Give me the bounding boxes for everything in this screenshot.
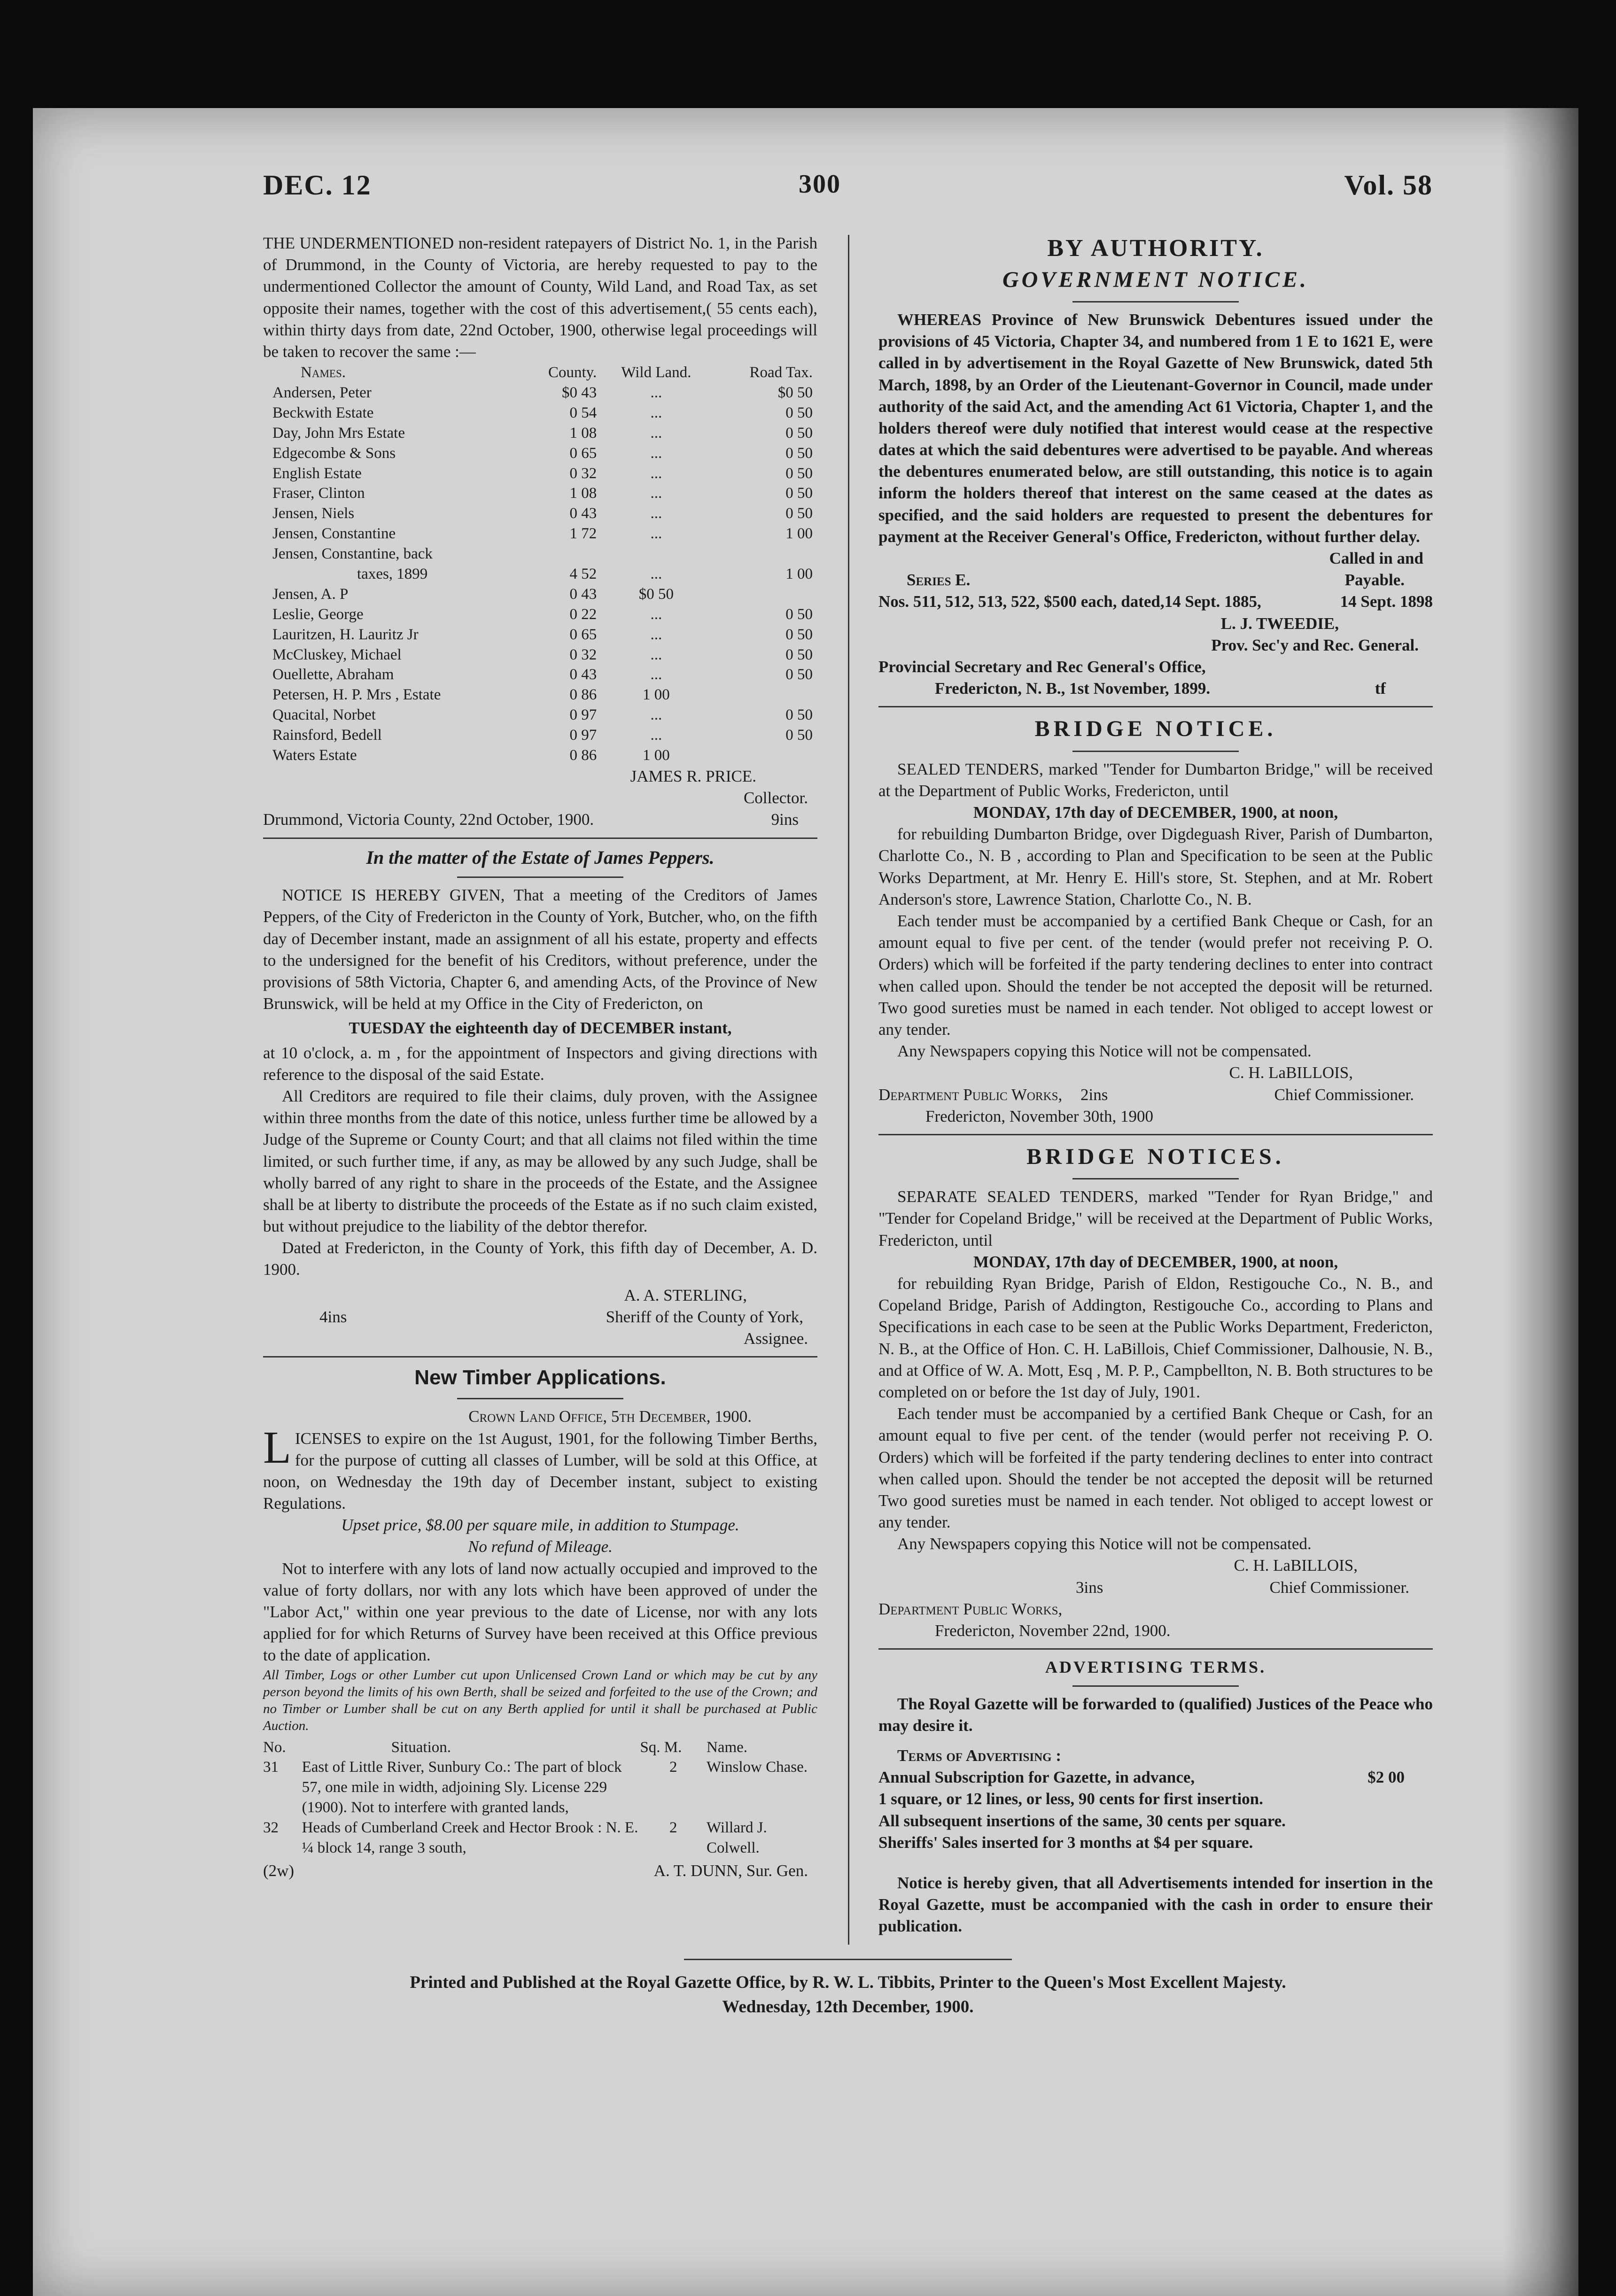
ratepayer-row <box>263 483 817 504</box>
series-line <box>878 569 1433 591</box>
term-1: 1 square, or 12 lines, or less, 90 cents for first insertion. <box>878 1790 1263 1808</box>
ratepayer-name: Petersen, H. P. Mrs , Estate <box>272 686 441 704</box>
ratepayer-county-tax: 0 65 <box>569 626 597 643</box>
annual-subscription-price: $2 00 <box>1367 1768 1405 1787</box>
ratepayer-row <box>263 443 817 464</box>
page-fold-shadow <box>1503 108 1578 2296</box>
ratepayer-wild-land-tax: ... <box>650 727 662 744</box>
ratepayer-road-tax: $0 50 <box>777 384 813 402</box>
col-road-tax: Road Tax. <box>749 364 813 381</box>
timber-berth-row <box>263 1818 817 1858</box>
page-content <box>263 169 1433 2236</box>
ratepayers-intro: THE UNDERMENTIONED non-resident ratepayers of District No. 1, in the Parish of Drummond, in the County of Victoria, are hereby requested to pay to the undermentioned Collector the amount of County, Wild Land, and Road Tax, as set opposite their names, together with the cost of this advertisement,( 55 cents each), within thirty days from date, 22nd October, 1900, otherwise legal proceedings will be taken to recover the same :— <box>263 234 817 361</box>
estate-paragraph-2: at 10 o'clock, a. m , for the appointment of Inspectors and giving directions with reference to the disposal of the said Estate. <box>263 1043 817 1084</box>
berth-situation: Heads of Cumberland Creek and Hector Brook : N. E. ¼ block 14, range 3 south, <box>302 1819 638 1857</box>
ratepayer-name: Jensen, Constantine, back <box>272 545 433 563</box>
berth-square-miles: 2 <box>669 1819 677 1837</box>
bridge-paragraph-3: Each tender must be accompanied by a certified Bank Cheque or Cash, for an amount equal to five per cent. of the tender (would prefer not receiving P. O. Orders) which will be forfeited if the party tendering declines to enter into contract when called upon. Should the tender be not accepted the deposit will be returned. Two good sureties must be named in each tender. Not obliged to accept lowest or any tender. <box>878 912 1433 1039</box>
debenture-numbers: Nos. 511, 512, 513, 522, $500 each, dated,14 Sept. 1885, <box>878 592 1261 611</box>
ratepayer-road-tax: 0 50 <box>785 666 813 683</box>
berth-applicant: Willard J. Colwell. <box>707 1819 767 1857</box>
advertising-terms <box>878 1656 1433 1937</box>
ratepayer-row <box>263 403 817 423</box>
payable-date: 14 Sept. 1898 <box>1340 592 1433 611</box>
timber-upset-price: Upset price, $8.00 per square mile, in addition to Stumpage. <box>341 1516 739 1535</box>
berth-square-miles: 2 <box>669 1759 677 1776</box>
estate-signer-title: Sheriff of the County of York, <box>606 1307 803 1326</box>
ratepayer-name: Edgecombe & Sons <box>272 444 396 462</box>
ratepayer-county-tax: 0 32 <box>569 646 597 663</box>
section-rule <box>878 1648 1433 1650</box>
ratepayer-road-tax: 0 50 <box>785 404 813 421</box>
authority-signer: L. J. TWEEDIE, <box>1220 614 1339 633</box>
bridge-signer: C. H. LaBILLOIS, <box>1229 1063 1353 1082</box>
section-rule <box>878 706 1433 707</box>
ratepayer-road-tax: 0 50 <box>785 727 813 744</box>
bridge-paragraph-4: Any Newspapers copying this Notice will not be compensated. <box>897 1042 1312 1061</box>
ratepayer-wild-land-tax: ... <box>650 646 662 663</box>
ratepayer-row <box>263 685 817 705</box>
ratepayer-name: Andersen, Peter <box>272 384 372 402</box>
ratepayer-row <box>263 504 817 524</box>
berth-situation: East of Little River, Sunbury Co.: The part of block 57, one mile in width, adjoining Sly. License 229 (1900). Not to interfere with granted lands, <box>302 1759 622 1816</box>
collector-title: Collector. <box>743 789 808 807</box>
ratepayers-place-date: Drummond, Victoria County, 22nd October, 1900. <box>263 810 594 829</box>
ratepayer-name: taxes, 1899 <box>357 566 428 583</box>
timber-office-date: Crown Land Office, 5th December, 1900. <box>468 1407 752 1426</box>
ratepayer-name: Quacital, Norbet <box>272 706 376 724</box>
bridge-paragraph-2: for rebuilding Dumbarton Bridge, over Digdeguash River, Parish of Dumbarton, Charlotte Co., N. B , according to Plan and Specification to be seen at the Public Works Department, at Mr. Henry E. Hill's store, St. Stephen, and at Mr. Robert Anderson's store, Lawrence Station, Charlotte Co., N. B. <box>878 825 1433 908</box>
ratepayer-road-tax: 0 50 <box>785 424 813 442</box>
ratepayer-row <box>263 705 817 725</box>
header-page-number: 300 <box>799 170 841 199</box>
estate-title: In the matter of the Estate of James Peppers. <box>366 846 715 868</box>
col-no: No. <box>263 1738 286 1756</box>
ratepayer-wild-land-tax: ... <box>650 605 662 623</box>
ratepayer-wild-land-tax: 1 00 <box>643 686 670 704</box>
estate-assignee: Assignee. <box>743 1329 808 1348</box>
ratepayer-name: Day, John Mrs Estate <box>272 424 405 442</box>
timber-insertions: (2w) <box>263 1861 295 1880</box>
ratepayer-row <box>263 665 817 685</box>
ratepayer-wild-land-tax: ... <box>650 384 662 402</box>
ratepayer-county-tax: 0 97 <box>569 706 597 724</box>
col-situation: Situation. <box>391 1738 451 1756</box>
footer-date: Wednesday, 12th December, 1900. <box>722 1997 974 2017</box>
timber-paragraph-3: All Timber, Logs or other Lumber cut upon Unlicensed Crown Land or which may be cut by any person beyond the limits of his own Berth, shall be seized and forfeited to the use of the Crown; and no Timber or Lumber shall be cut on any Berth applied for until it shall be purchased at Public Auction. <box>263 1667 817 1734</box>
ratepayer-wild-land-tax: ... <box>650 444 662 462</box>
ratepayer-county-tax: 0 54 <box>569 404 597 421</box>
bridge-dept-line <box>878 1084 1433 1106</box>
ratepayer-road-tax <box>711 685 817 705</box>
ratepayer-county-tax: 1 08 <box>569 485 597 502</box>
bridge2-signer: C. H. LaBILLOIS, <box>1234 1556 1358 1575</box>
bridge-notice-title: BRIDGE NOTICE. <box>1034 716 1277 742</box>
estate-insertions: 4ins <box>319 1307 347 1326</box>
ratepayer-road-tax <box>711 745 817 766</box>
ratepayer-wild-land-tax: ... <box>650 626 662 643</box>
authority-signer-title: Prov. Sec'y and Rec. General. <box>1211 636 1419 654</box>
ratepayer-name: Ouellette, Abraham <box>272 666 394 683</box>
bridge2-date: MONDAY, 17th day of DECEMBER, 1900, at noon, <box>973 1252 1338 1271</box>
ratepayer-county-tax: 4 52 <box>569 566 597 583</box>
estate-notice <box>263 845 817 1350</box>
ratepayer-row <box>263 464 817 484</box>
authority-title: BY AUTHORITY. <box>1047 235 1264 262</box>
section-rule <box>878 1134 1433 1135</box>
ratepayer-row <box>263 544 817 564</box>
ratepayer-road-tax: 0 50 <box>785 706 813 724</box>
annual-subscription-line <box>878 1767 1433 1788</box>
ratepayer-road-tax: 0 50 <box>785 444 813 462</box>
ratepayer-road-tax: 0 50 <box>785 465 813 482</box>
government-notice-body: WHEREAS Province of New Brunswick Debentures issued under the provisions of 45 Victoria, Chapter 34, and numbered from 1 E to 1621 E, were called in by advertisement in the Royal Gazette of New Brunswick, dated 5th March, 1898, by an Order of the Lieutenant-Governor in Council, made under authority of the said Act, and the amending Act 61 Victoria, Chapter 1, and the holders thereof were duly notified that interest would cease at the respective dates at which the said debentures were advertised to be payable. And whereas the debentures enumerated below, are still outstanding, this notice is to again inform the holders thereof that interest on the same ceased at the dates as specified, and the said holders are requested to present the debentures for payment at the Receiver General's Office, Fredericton, without further delay. <box>878 310 1433 546</box>
ratepayer-name: Fraser, Clinton <box>272 485 365 502</box>
short-rule <box>1072 751 1239 752</box>
ratepayer-county-tax <box>518 544 601 564</box>
section-rule <box>263 1356 817 1357</box>
estate-paragraph-3: All Creditors are required to file their claims, duly proven, with the Assignee within three months from the date of this notice, unless further time be allowed by a Judge of the Supreme or County Court; and that all claims not filed within the time limited, or such further time, if any, as may be allowed by any such Judge, shall be wholly barred of any right to share in the proceeds of the Estate, and the Assignee shall be at liberty to distribute the proceeds of the Estate as if no such claim existed, but without prejudice to the liability of the debtor therefor. <box>263 1086 817 1236</box>
estate-paragraph-1: NOTICE IS HEREBY GIVEN, That a meeting of the Creditors of James Peppers, of the City of Fredericton in the County of York, Butcher, who, on the fifth day of December instant, made an assignment of all his estate, property and effects to the undersigned for the benefit of his Creditors, without preference, under the provisions of 58th Victoria, Chapter 6, and amending Acts, of the Province of New Brunswick, will be held at my Office in the City of Fredericton, on <box>263 886 817 1013</box>
bridge-dept-name: Department Public Works, <box>878 1085 1063 1104</box>
timber-signature-line <box>263 1860 817 1882</box>
ratepayer-name: Rainsford, Bedell <box>272 727 382 744</box>
ratepayer-county-tax: 0 43 <box>569 666 597 683</box>
ratepayer-name: Waters Estate <box>272 747 357 764</box>
ratepayer-row <box>263 725 817 745</box>
estate-paragraph-4: Dated at Fredericton, in the County of York, this fifth day of December, A. D. 1900. <box>263 1239 817 1279</box>
column-divider <box>848 235 849 1945</box>
ratepayer-county-tax: $0 43 <box>562 384 597 402</box>
terms-title: Terms of Advertising : <box>897 1746 1062 1765</box>
ratepayer-row <box>263 645 817 665</box>
ratepayer-row <box>263 745 817 766</box>
bridge-dept-date: Fredericton, November 30th, 1900 <box>925 1107 1154 1125</box>
header-volume: Vol. 58 <box>1344 170 1433 201</box>
ratepayer-name: Jensen, Constantine <box>272 525 396 543</box>
ratepayer-county-tax: 1 08 <box>569 424 597 442</box>
bridge2-dept-date: Fredericton, November 22nd, 1900. <box>935 1621 1171 1640</box>
bridge-insertions: 2ins <box>1080 1085 1108 1104</box>
estate-signer: A. A. STERLING, <box>624 1286 747 1304</box>
ratepayer-row <box>263 423 817 443</box>
bridge-paragraph-1: SEALED TENDERS, marked "Tender for Dumbarton Bridge," will be received at the Department of Public Works, Fredericton, until <box>878 760 1433 800</box>
ratepayer-row <box>263 605 817 625</box>
left-column <box>263 233 817 1882</box>
bridge-date: MONDAY, 17th day of DECEMBER, 1900, at noon, <box>973 803 1338 822</box>
ratepayer-county-tax: 1 72 <box>569 525 597 543</box>
berth-number: 31 <box>263 1759 279 1776</box>
ratepayer-county-tax: 0 86 <box>569 686 597 704</box>
ratepayer-road-tax: 1 00 <box>785 566 813 583</box>
ratepayer-county-tax: 0 43 <box>569 585 597 603</box>
ratepayers-table-body <box>263 383 817 766</box>
col-wild-land: Wild Land. <box>621 364 691 381</box>
ratepayer-name: Jensen, Niels <box>272 505 355 522</box>
ratepayers-table <box>263 363 817 766</box>
term-3: Sheriffs' Sales inserted for 3 months at $4 per square. <box>878 1833 1253 1852</box>
short-rule <box>1072 1178 1239 1179</box>
bridge-dept <box>878 1084 1108 1106</box>
authority-office: Provincial Secretary and Rec General's Office, <box>878 657 1206 676</box>
ratepayer-row <box>263 383 817 403</box>
annual-subscription: Annual Subscription for Gazette, in advance, <box>878 1768 1195 1787</box>
ratepayer-county-tax: 0 65 <box>569 444 597 462</box>
ratepayers-notice <box>263 233 817 831</box>
ratepayer-wild-land-tax: $0 50 <box>638 585 674 603</box>
timber-table-header <box>263 1738 817 1758</box>
ratepayer-row <box>263 584 817 605</box>
ratepayer-wild-land-tax: ... <box>650 424 662 442</box>
ratepayer-county-tax: 0 43 <box>569 505 597 522</box>
ratepayer-road-tax <box>711 544 817 564</box>
ratepayers-table-header <box>263 363 817 383</box>
ratepayer-county-tax: 0 86 <box>569 747 597 764</box>
government-notice <box>878 233 1433 699</box>
col-sq-m: Sq. M. <box>640 1738 682 1756</box>
ratepayer-row <box>263 564 817 584</box>
ratepayers-dateline <box>263 809 817 830</box>
berth-applicant: Winslow Chase. <box>707 1759 808 1776</box>
bridge2-insertions: 3ins <box>1076 1578 1103 1597</box>
ratepayer-road-tax: 0 50 <box>785 605 813 623</box>
footer-imprint: Printed and Published at the Royal Gazette Office, by R. W. L. Tibbits, Printer to the Queen's Most Excellent Majesty. <box>410 1973 1286 1992</box>
series-label: Series E. <box>907 571 971 590</box>
advertising-title: ADVERTISING TERMS. <box>1045 1658 1266 1677</box>
timber-berth-row <box>263 1757 817 1818</box>
bridge-notice <box>878 714 1433 1127</box>
col-name: Name. <box>707 1738 748 1756</box>
ratepayer-wild-land-tax: ... <box>650 666 662 683</box>
timber-paragraph-2: Not to interfere with any lots of land now actually occupied and improved to the value of forty dollars, nor with any lots which have been approved of under the "Labor Act," within one year previous to the date of License, nor with any lots applied for for which Returns of Survey have been received at this Office previous to the date of application. <box>263 1559 817 1665</box>
ratepayer-county-tax: 0 32 <box>569 465 597 482</box>
authority-dateline <box>878 678 1433 699</box>
timber-no-refund: No refund of Mileage. <box>468 1537 613 1556</box>
ratepayer-county-tax: 0 97 <box>569 727 597 744</box>
ratepayer-wild-land-tax: ... <box>650 404 662 421</box>
berth-number: 32 <box>263 1819 279 1837</box>
bridge-notices <box>878 1142 1433 1642</box>
government-notice-title: GOVERNMENT NOTICE. <box>1002 267 1309 292</box>
ratepayer-road-tax: 0 50 <box>785 646 813 663</box>
estate-meeting-date: TUESDAY the eighteenth day of DECEMBER instant, <box>349 1019 732 1038</box>
timber-table-body <box>263 1757 817 1858</box>
timber-title: New Timber Applications. <box>414 1366 666 1389</box>
short-rule <box>457 1398 623 1399</box>
ratepayer-row <box>263 524 817 544</box>
collector-name: JAMES R. PRICE. <box>630 767 756 785</box>
ratepayer-wild-land-tax: 1 00 <box>643 747 670 764</box>
ratepayers-insertions: 9ins <box>771 810 799 829</box>
header-date: DEC. 12 <box>263 170 372 201</box>
timber-dropcap: L <box>263 1422 291 1473</box>
right-column <box>878 233 1433 1938</box>
bridge2-paragraph-2: for rebuilding Ryan Bridge, Parish of Eldon, Restigouche Co., N. B., and Copeland Bridge, Parish of Addington, Restigouche Co., according to Plans and Specifications in each case to be seen at the Public Works Department, Fredericton, N. B., at the Office of Hon. C. H. LaBillois, Chief Commissioner, Dalhousie, N. B., and at Office of W. A. Mott, Esq , M. P. P., Campbellton, N. B. Both structures to be completed on or before the 1st day of July, 1901. <box>878 1274 1433 1401</box>
col-names: Names. <box>301 364 346 381</box>
ratepayer-road-tax <box>711 584 817 605</box>
page-footer <box>263 1959 1433 2019</box>
short-rule <box>457 877 623 878</box>
payable-label: Payable. <box>1344 571 1405 590</box>
ratepayer-wild-land-tax: ... <box>650 485 662 502</box>
ratepayer-wild-land-tax <box>601 544 711 564</box>
ratepayer-row <box>263 625 817 645</box>
ratepayer-name: English Estate <box>272 465 362 482</box>
ratepayer-wild-land-tax: ... <box>650 566 662 583</box>
footer-rule <box>684 1959 1011 1960</box>
ratepayer-wild-land-tax: ... <box>650 465 662 482</box>
term-2: All subsequent insertions of the same, 30 cents per square. <box>878 1811 1286 1830</box>
ratepayer-road-tax: 1 00 <box>785 525 813 543</box>
bridge2-paragraph-4: Any Newspapers copying this Notice will not be compensated. <box>897 1535 1312 1553</box>
col-county: County. <box>548 364 597 381</box>
ratepayer-wild-land-tax: ... <box>650 505 662 522</box>
bridge2-signer-title: Chief Commissioner. <box>1269 1578 1409 1597</box>
advertising-paragraph-1: The Royal Gazette will be forwarded to (qualified) Justices of the Peace who may desire it. <box>878 1694 1433 1735</box>
timber-signer: A. T. DUNN, Sur. Gen. <box>653 1861 808 1880</box>
advertising-notice: Notice is hereby given, that all Advertisements intended for insertion in the Royal Gazette, must be accompanied with the cash in order to ensure their publication. <box>878 1874 1433 1936</box>
called-in-label: Called in and <box>1329 549 1423 568</box>
short-rule <box>1072 301 1239 303</box>
bridge-signer-title: Chief Commissioner. <box>1274 1085 1414 1104</box>
ratepayer-name: Beckwith Estate <box>272 404 374 421</box>
ratepayer-name: McCluskey, Michael <box>272 646 402 663</box>
bridge2-insertions-line <box>878 1577 1433 1598</box>
bridge2-dept: Department Public Works, <box>878 1599 1063 1618</box>
ratepayer-road-tax: 0 50 <box>785 505 813 522</box>
ratepayer-wild-land-tax: ... <box>650 706 662 724</box>
bridge2-paragraph-1: SEPARATE SEALED TENDERS, marked "Tender for Ryan Bridge," and "Tender for Copeland Bridge," will be received at the Department of Public Works, Fredericton, until <box>878 1187 1433 1249</box>
estate-signature-line <box>263 1306 817 1328</box>
bridge2-paragraph-3: Each tender must be accompanied by a certified Bank Cheque or Cash, for an amount equal to five per cent. of the tender (would perfer not receiving P. O. Orders) which will be forfeited if the party tendering declines to enter into contract when called upon. Should the tender be not accepted the deposit will be returned Two good sureties must be named in each tender. Not obliged to accept lowest or any tender. <box>878 1404 1433 1532</box>
ratepayer-name: Leslie, George <box>272 605 364 623</box>
timber-notice <box>263 1364 817 1882</box>
authority-office-date: Fredericton, N. B., 1st November, 1899. <box>935 679 1211 698</box>
section-rule <box>263 838 817 839</box>
short-rule <box>1072 1685 1239 1687</box>
ratepayer-name: Lauritzen, H. Lauritz Jr <box>272 626 419 643</box>
bridge-notices-title: BRIDGE NOTICES. <box>1026 1144 1285 1169</box>
debenture-numbers-line <box>878 591 1433 613</box>
ratepayer-name: Jensen, A. P <box>272 585 349 603</box>
timber-paragraph-1: ICENSES to expire on the 1st August, 1901, for the following Timber Berths, for the purpose of cutting all classes of Lumber, will be sold at this Office, at noon, on Wednesday the 19th day of December instant, subject to existing Regulations. <box>263 1429 817 1513</box>
authority-insertions: tf <box>1375 679 1386 698</box>
ratepayer-road-tax: 0 50 <box>785 626 813 643</box>
ratepayer-wild-land-tax: ... <box>650 525 662 543</box>
ratepayer-county-tax: 0 22 <box>569 605 597 623</box>
timber-berths-table <box>263 1738 817 1858</box>
ratepayer-road-tax: 0 50 <box>785 485 813 502</box>
newspaper-page <box>33 108 1578 2296</box>
